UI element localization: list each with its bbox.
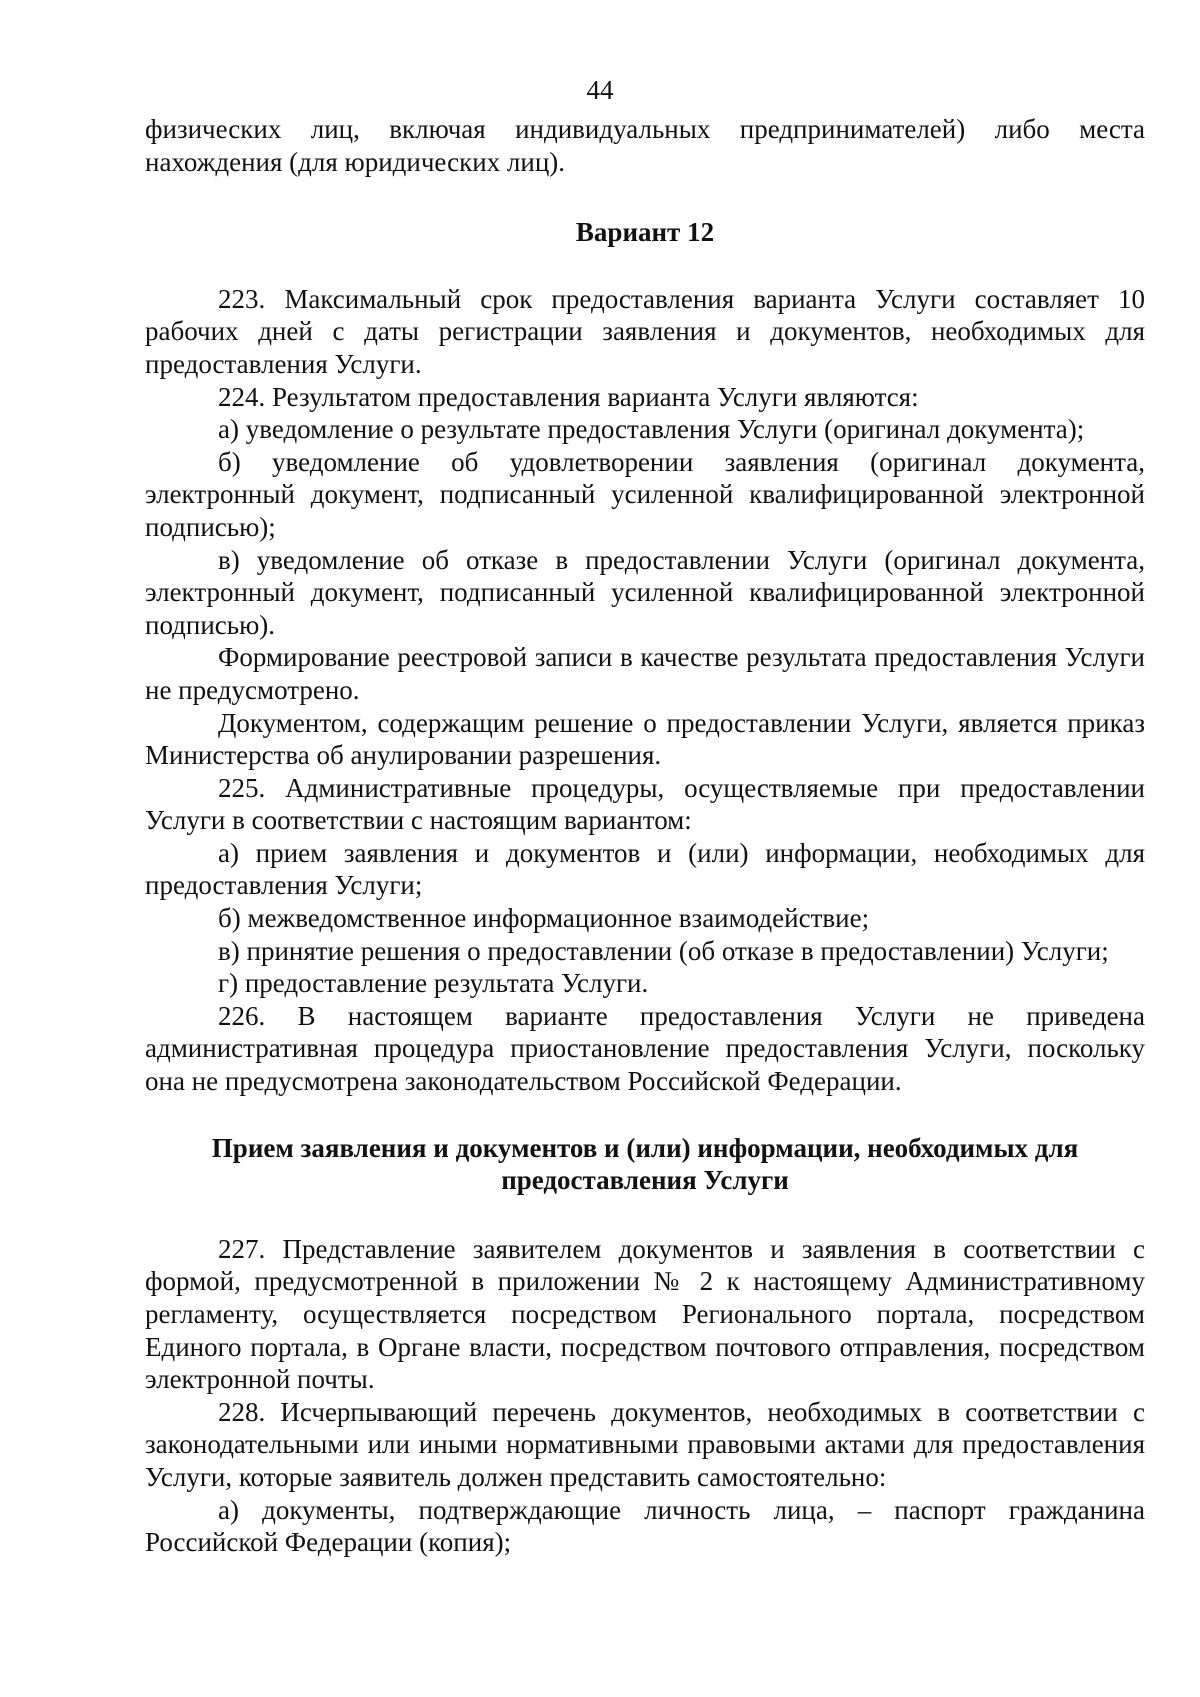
paragraph-224-a: а) уведомление о результате предоставления Услуги (оригинал документа); — [218, 414, 1085, 445]
heading-variant: Вариант 12 — [575, 217, 715, 248]
paragraph-224: 224. Результатом предоставления варианта Услуги являются: — [218, 381, 919, 412]
paragraph-225-a: а) прием заявления и документов и (или) информации, необходимых для предоставления Услуги; — [145, 837, 1145, 901]
paragraph-228: 228. Исчерпывающий перечень документов, необходимых в соответствии с законодательными или иными нормативными правовыми актами для предоставления Услуги, которые заявитель должен представить самостоятельно: — [145, 1396, 1145, 1492]
document-body — [145, 113, 1145, 1559]
paragraph-225-g: г) предоставление результата Услуги. — [218, 968, 649, 999]
page-number: 44 — [586, 75, 614, 105]
paragraph-reestr: Формирование реестровой записи в качестве результата предоставления Услуги не предусмотрено. — [145, 642, 1145, 705]
paragraph-decision-document: Документом, содержащим решение о предоставлении Услуги, является приказ Министерства об анулировании разрешения. — [145, 707, 1145, 771]
paragraph-224-b: б) уведомление об удовлетворении заявления (оригинал документа, электронный документ, подписанный усиленной квалифицированной электронной подписью); — [145, 446, 1145, 542]
paragraph-225-b: б) межведомственное информационное взаимодействие; — [218, 903, 870, 934]
paragraph-225: 225. Административные процедуры, осуществляемые при предоставлении Услуги в соответствии с настоящим вариантом: — [145, 772, 1145, 836]
paragraph-225-v: в) принятие решения о предоставлении (об отказе в предоставлении) Услуги; — [218, 935, 1109, 966]
paragraph-224-v: в) уведомление об отказе в предоставлении Услуги (оригинал документа, электронный документ, подписанный усиленной квалифицированной электронной подписью). — [145, 544, 1145, 640]
heading-section: Прием заявления и документов и (или) информации, необходимых для предоставления Услуги — [211, 1132, 1079, 1196]
paragraph-continuation: физических лиц, включая индивидуальных предпринимателей) либо места нахождения (для юридических лиц). — [145, 114, 1145, 177]
paragraph-223: 223. Максимальный срок предоставления варианта Услуги составляет 10 рабочих дней с даты регистрации заявления и документов, необходимых для предоставления Услуги. — [145, 283, 1145, 379]
paragraph-227: 227. Представление заявителем документов и заявления в соответствии с формой, предусмотренной в приложении № 2 к настоящему Административному регламенту, осуществляется посредством Регионального портала, посредством Единого портала, в Органе власти, посредством почтового отправления, посредством электронной почты. — [145, 1233, 1145, 1395]
paragraph-226: 226. В настоящем варианте предоставления Услуги не приведена административная процедура приостановление предоставления Услуги, поскольку она не предусмотрена законодательством Российской Федерации. — [145, 1000, 1145, 1097]
paragraph-228-a: а) документы, подтверждающие личность лица, – паспорт гражданина Российской Федерации (копия); — [145, 1494, 1145, 1558]
